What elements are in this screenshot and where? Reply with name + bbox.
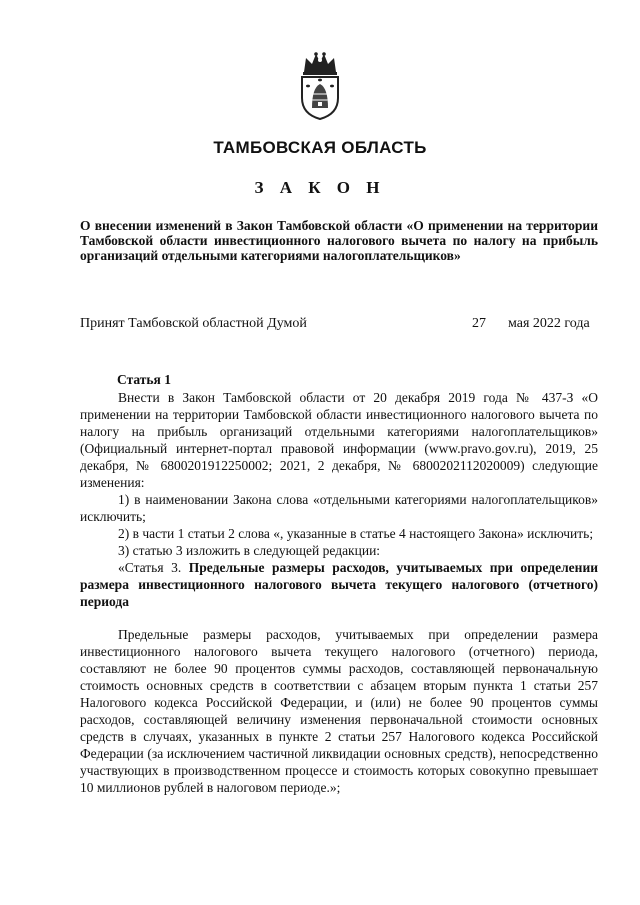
new-article-heading bbox=[80, 559, 598, 610]
amendment-item-1: 1) в наименовании Закона слова «отдельными категориями налогоплательщиков» исключить; bbox=[80, 492, 598, 524]
article-body bbox=[80, 389, 598, 796]
adoption-line bbox=[80, 316, 598, 332]
amendment-item-3: 3) статью 3 изложить в следующей редакции: bbox=[118, 543, 381, 558]
law-title: О внесении изменений в Закон Тамбовской области «О применении на территории Тамбовской области инвестиционного налогового вычета по налогу на прибыль организаций отдельными категориями налогоплательщиков» bbox=[80, 218, 598, 263]
document-type: З А К О Н bbox=[254, 178, 386, 197]
new-article-body: Предельные размеры расходов, учитываемых при определении размера инвестиционного налогового вычета текущего налогового (отчетного) периода, составляют не более 90 процентов суммы расходов, составляющей первоначальную стоимость основных средств в соответствии с абзацем вторым пункта 1 статьи 257 Налогового кодекса Российской Федерации, и (или) не более 90 процентов суммы расходов, составляющей величину изменения первоначальной стоимости основных средств в случаях, указанных в пункте 2 статьи 257 Налогового кодекса Российской Федерации (за исключением частичной ликвидации основных средств), непосредственно участвующих в производственном процессе и стоимость которых совокупно превышает 10 миллионов рублей в налоговом периоде.»; bbox=[80, 627, 598, 795]
article-intro: Внести в Закон Тамбовской области от 20 декабря 2019 года № 437-З «О применении на территории Тамбовской области инвестиционного налогового вычета по налогу на прибыль организаций отдельными категориями налогоплательщиков» (Официальный интернет-портал правовой информации (www.pravo.gov.ru), 2019, 25 декабря, № 6800201912250002; 2021, 2 декабря, № 6800202112020009) следующие изменения: bbox=[80, 390, 598, 490]
region-title: ТАМБОВСКАЯ ОБЛАСТЬ bbox=[213, 138, 427, 157]
new-article-prefix: «Статья 3. bbox=[118, 560, 182, 575]
article-heading: Статья 1 bbox=[117, 372, 171, 387]
tambov-region-coat-of-arms-icon bbox=[296, 50, 344, 120]
adoption-day: 27 bbox=[472, 316, 486, 331]
adoption-label: Принят Тамбовской областной Думой bbox=[80, 316, 307, 331]
adoption-month-year: мая 2022 года bbox=[508, 316, 590, 331]
amendment-item-2: 2) в части 1 статьи 2 слова «, указанные в статье 4 настоящего Закона» исключить; bbox=[118, 526, 594, 541]
new-article-title: Предельные размеры расходов, учитываемых при определении размера инвестиционного налогового вычета текущего налогового (отчетного) периода bbox=[80, 560, 598, 609]
